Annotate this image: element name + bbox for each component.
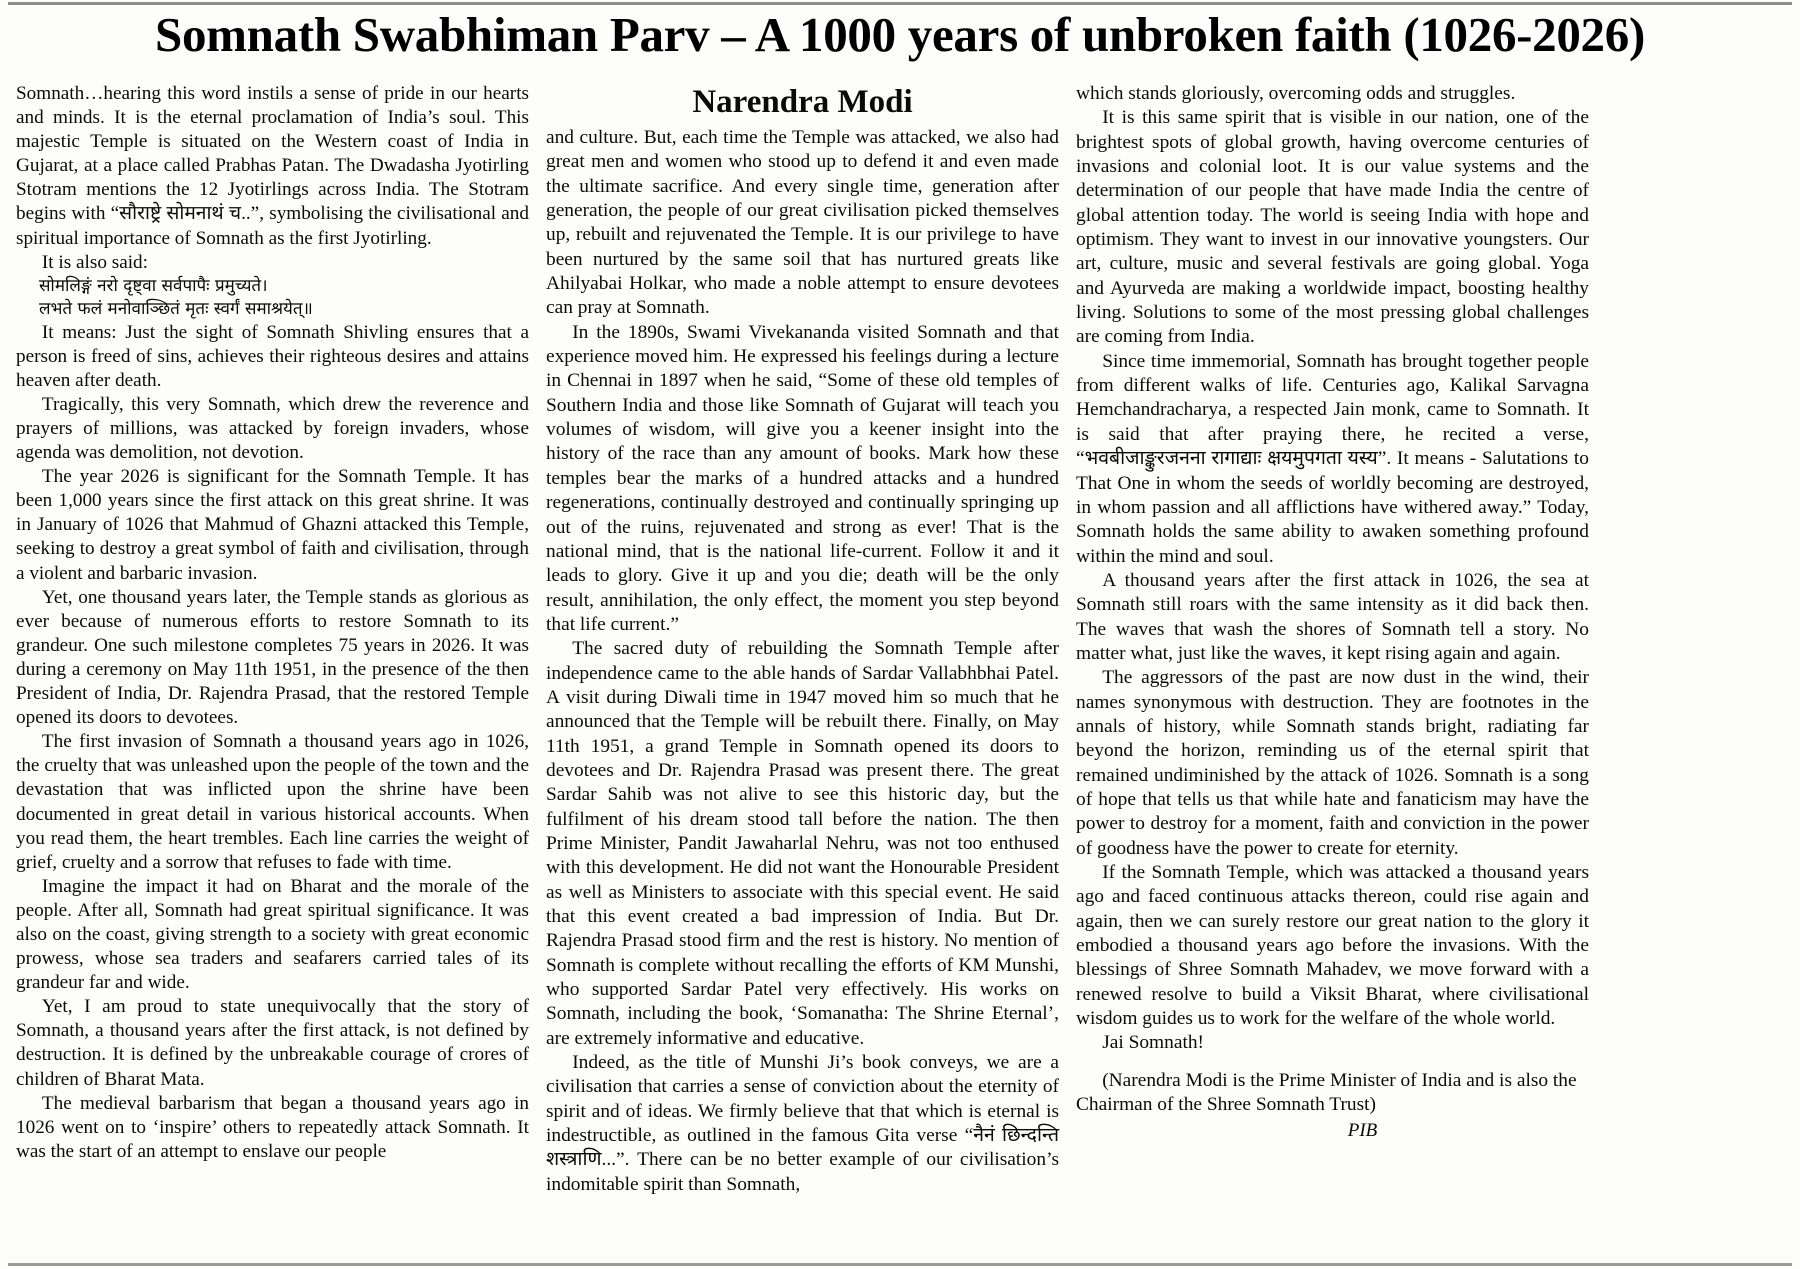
paragraph: The year 2026 is significant for the Somnath Temple. It has been 1,000 years since the first attack on this great shrine. It was in January of 1026 that Mahmud of Ghazni attacked this Temple, seeking to destroy a great symbol of faith and civilisation, through a violent and barbaric invasion. bbox=[16, 466, 529, 584]
article-columns bbox=[16, 82, 1786, 1257]
paragraph: Jai Somnath! bbox=[1102, 1032, 1204, 1054]
paragraph: Indeed, as the title of Munshi Ji’s book conveys, we are a civilisation that carries a sense of conviction about the eternity of spirit and of ideas. We firmly believe that that which is eternal is indestructible, as outlined in the famous Gita verse “नैनं छिन्दन्ति शस्त्राणि...”. There can be no better example of our civilisation’s indomitable spirit than Somnath, bbox=[546, 1052, 1059, 1195]
column-3 bbox=[1076, 82, 1589, 1257]
paragraph: and culture. But, each time the Temple was attacked, we also had great men and women who stood up to defend it and even made the ultimate sacrifice. And every single time, generation after generation, the people of our great civilisation picked themselves up, rebuilt and rejuvenated the Temple. It is our privilege to have been nurtured by the same soil that has nurtured greats like Ahilyabai Holkar, who made a noble attempt to ensure devotees can pray at Somnath. bbox=[546, 127, 1059, 319]
column-1-body bbox=[16, 82, 529, 1164]
paragraph: A thousand years after the first attack in 1026, the sea at Somnath still roars with the same intensity as it did back then. The waves that wash the shores of Somnath tell a story. No matter what, just like the waves, it kept rising again and again. bbox=[1076, 569, 1589, 664]
paragraph: Somnath…hearing this word instils a sense of pride in our hearts and minds. It is the eternal proclamation of India’s soul. This majestic Temple is situated on the Western coast of India in Gujarat, at a place called Prabhas Patan. The Dwadasha Jyotirling Stotram mentions the 12 Jyotirlings across India. The Stotram begins with “सौराष्ट्रे सोमनाथं च..”, symbolising the civilisational and spiritual importance of Somnath as the first Jyotirling. bbox=[16, 83, 529, 249]
paragraph: Yet, one thousand years later, the Temple stands as glorious as ever because of numerous efforts to restore Somnath to its grandeur. One such milestone completes 75 years in 2026. It was during a ceremony on May 11th 1951, in the presence of the then President of India, Dr. Rajendra Prasad, that the restored Temple opened its doors to devotees. bbox=[16, 586, 529, 729]
sanskrit-verse-line: सोमलिङ्गं नरो दृष्ट्वा सर्वपापैः प्रमुच्यते। bbox=[38, 275, 268, 296]
paragraph: Since time immemorial, Somnath has brought together people from different walks of life. Centuries ago, Kalikal Sarvagna Hemchandracharya, a respected Jain monk, came to Somnath. It is said that after praying there, he recited a verse, “भवबीजाङ्कुरजनना रागाद्याः क्षयमुपगता यस्य”. It means - Salutations to That One in whom the seeds of worldly becoming are destroyed, in whom passion and all afflictions have withered away.” Today, Somnath holds the same ability to awaken something profound within the mind and soul. bbox=[1076, 350, 1589, 567]
author-credit-note: (Narendra Modi is the Prime Minister of India and is also the Chairman of the Shree Somnath Trust) bbox=[1076, 1069, 1577, 1116]
paragraph: It is this same spirit that is visible in our nation, one of the brightest spots of global growth, having overcome centuries of invasions and colonial loot. It is our value systems and the determination of our people that have made India the centre of global attention today. The world is seeing India with hope and optimism. They want to invest in our innovative youngsters. Our art, culture, music and several festivals are going global. Yoga and Ayurveda are making a worldwide impact, boosting healthy living. Solutions to some of the most pressing global challenges are coming from India. bbox=[1076, 107, 1589, 348]
bottom-rule-divider bbox=[8, 1263, 1792, 1266]
paragraph: It is also said: bbox=[41, 251, 148, 273]
paragraph: which stands gloriously, overcoming odds and struggles. bbox=[1076, 83, 1516, 104]
paragraph: In the 1890s, Swami Vivekananda visited Somnath and that experience moved him. He expressed his feelings during a lecture in Chennai in 1897 when he said, “Some of these old temples of Southern India and those like Somnath of Gujarat will teach you volumes of wisdom, will give you a keener insight into the history of the race than any amount of books. Mark how these temples bear the marks of a hundred attacks and a hundred regenerations, continually destroyed and continually springing up out of the ruins, rejuvenated and strong as ever! That is the national mind, that is the national life-current. Follow it and it leads to glory. Give it up and you die; death will be the only result, annihilation, the only effect, the moment you step beyond that life current.” bbox=[546, 321, 1059, 635]
paragraph: The first invasion of Somnath a thousand years ago in 1026, the cruelty that was unleashed upon the people of the town and the devastation that was inflicted upon the shrine have been documented in great detail in various historical accounts. When you read them, the heart trembles. Each line carries the weight of grief, cruelty and a sorrow that refuses to fade with time. bbox=[16, 731, 529, 873]
paragraph: The medieval barbarism that began a thousand years ago in 1026 went on to ‘inspire’ others to repeatedly attack Somnath. It was the start of an attempt to enslave our people bbox=[16, 1092, 529, 1162]
sanskrit-verse-line: लभते फलं मनोवाञ्छितं मृतः स्वर्गं समाश्रयेत्॥ bbox=[38, 298, 313, 319]
paragraph: Tragically, this very Somnath, which drew the reverence and prayers of millions, was attacked by foreign invaders, whose agenda was demolition, not devotion. bbox=[16, 393, 529, 464]
paragraph: Yet, I am proud to state unequivocally that the story of Somnath, a thousand years after the first attack, is not defined by destruction. It is defined by the unbreakable courage of crores of children of Bharat Mata. bbox=[16, 996, 529, 1090]
page-title: Somnath Swabhiman Parv – A 1000 years of unbroken faith (1026-2026) bbox=[155, 7, 1645, 62]
byline-container bbox=[546, 82, 1059, 126]
paragraph: If the Somnath Temple, which was attacked a thousand years ago and faced continuous attacks thereon, could rise again and again, then we can surely restore our great nation to the glory it embodied a thousand years ago before the invasions. With the blessings of Shree Somnath Mahadev, we move forward with a renewed resolve to build a Viksit Bharat, where civilisational wisdom guides us to work for the welfare of the whole world. bbox=[1076, 862, 1589, 1030]
paragraph: The sacred duty of rebuilding the Somnath Temple after independence came to the able hands of Sardar Vallabhbhai Patel. A visit during Diwali time in 1947 moved him so much that he announced that the Temple will be rebuilt there. Finally, on May 11th 1951, a grand Temple in Somnath opened its doors to devotees and Dr. Rajendra Prasad was present there. The great Sardar Sahib was not alive to see this historic day, but the fulfilment of his dream stood tall before the nation. The then Prime Minister, Pandit Jawaharlal Nehru, was not too enthused with this development. He did not want the Honourable President as well as Ministers to associate with this special event. He said that this event created a bad impression of India. But Dr. Rajendra Prasad stood firm and the rest is history. No mention of Somnath is complete without recalling the efforts of KM Munshi, who supported Sardar Patel very effectively. His works on Somnath, including the book, ‘Somanatha: The Shrine Eternal’, are extremely informative and educative. bbox=[546, 638, 1059, 1049]
paragraph: The aggressors of the past are now dust in the wind, their names synonymous with destruction. They are footnotes in the annals of history, while Somnath stands bright, radiating far beyond the horizon, reminding us of the eternal spirit that remained undiminished by the attack of 1026. Somnath is a song of hope that tells us that while hate and fanaticism may have the power to destroy for a moment, faith and conviction in the power of goodness have the power to create for eternity. bbox=[1076, 667, 1589, 859]
agency-credit: PIB bbox=[1347, 1119, 1378, 1141]
column-3-body bbox=[1076, 82, 1589, 1056]
column-2 bbox=[546, 82, 1059, 1257]
column-2-body bbox=[546, 126, 1059, 1197]
author-byline: Narendra Modi bbox=[692, 84, 913, 120]
paragraph: Imagine the impact it had on Bharat and the morale of the people. After all, Somnath had great spiritual significance. It was also on the coast, giving strength to a society with great economic prowess, whose sea traders and seafarers carried tales of its grandeur far and wide. bbox=[16, 875, 529, 994]
paragraph: It means: Just the sight of Somnath Shivling ensures that a person is freed of sins, achieves their righteous desires and attains heaven after death. bbox=[16, 321, 529, 391]
column-1 bbox=[16, 82, 529, 1257]
